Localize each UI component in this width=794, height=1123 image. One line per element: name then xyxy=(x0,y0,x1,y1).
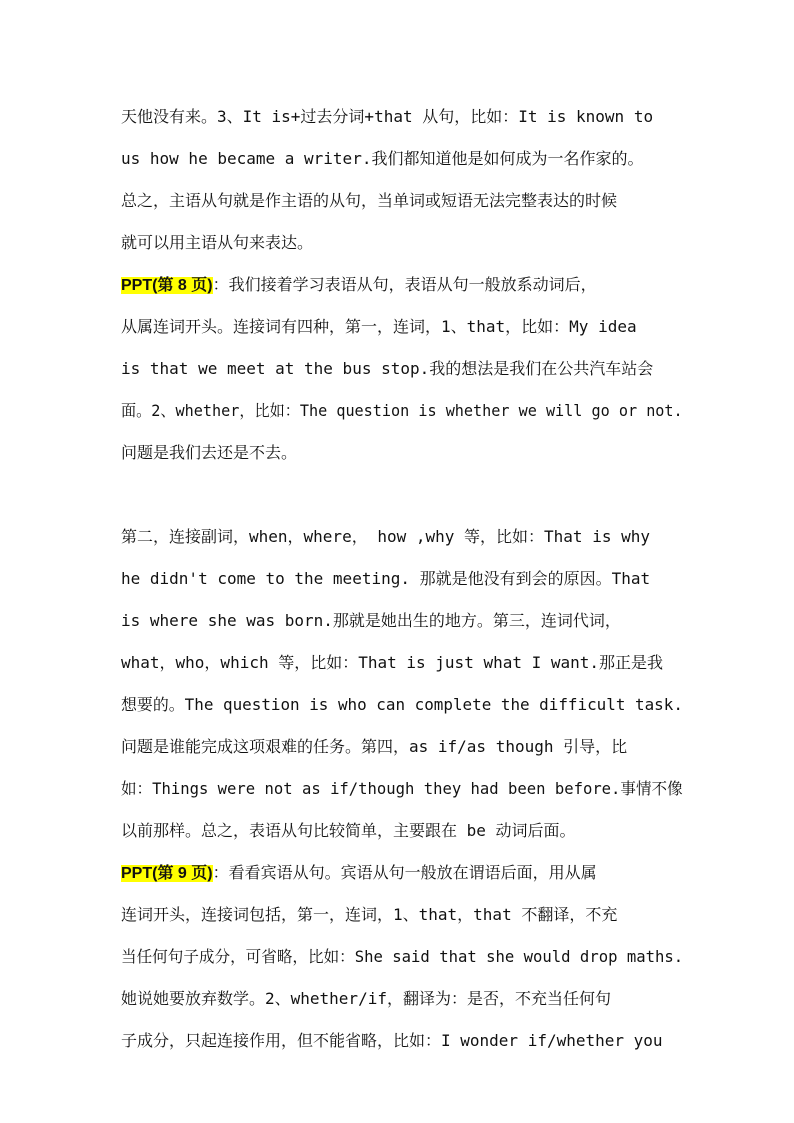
text-line: he didn't come to the meeting. 那就是他没有到会的原因。That xyxy=(121,569,651,588)
text-line: 想要的。The question is who can complete the difficult task. xyxy=(121,695,683,714)
text-segment: ：我们接着学习表语从句，表语从句一般放系动词后， xyxy=(212,275,597,294)
text-line: 总之，主语从句就是作主语的从句，当单词或短语无法完整表达的时候 xyxy=(121,191,618,210)
text-line-with-highlight xyxy=(121,271,597,299)
text-line: 就可以用主语从句来表达。 xyxy=(121,233,314,252)
text-line: 从属连词开头。连接词有四种，第一，连词，1、that，比如：My idea xyxy=(121,317,637,336)
text-line: 子成分，只起连接作用，但不能省略，比如：I wonder if/whether you xyxy=(121,1031,663,1050)
text-line: 以前那样。总之，表语从句比较简单，主要跟在 be 动词后面。 xyxy=(121,821,576,840)
text-line: 连词开头，连接词包括，第一，连词，1、that，that 不翻译，不充 xyxy=(121,905,618,924)
ppt-page-9-highlight: PPT(第 9 页) xyxy=(121,865,213,882)
ppt-page-8-highlight: PPT(第 8 页) xyxy=(121,277,213,294)
text-line: is where she was born.那就是她出生的地方。第三，连词代词， xyxy=(121,611,621,630)
text-line: 面。2、whether，比如：The question is whether we will go or not. xyxy=(121,401,683,420)
text-line: 问题是我们去还是不去。 xyxy=(121,443,298,462)
text-line: 她说她要放弃数学。2、whether/if，翻译为：是否，不充当任何句 xyxy=(121,989,611,1008)
text-line: is that we meet at the bus stop.我的想法是我们在公共汽车站会 xyxy=(121,359,654,378)
text-line-with-highlight xyxy=(121,859,597,887)
text-segment: ：看看宾语从句。宾语从句一般放在谓语后面，用从属 xyxy=(212,863,597,882)
text-line: 如：Things were not as if/though they had been before.事情不像 xyxy=(121,779,683,798)
text-line: 当任何句子成分，可省略，比如：She said that she would drop maths. xyxy=(121,947,684,966)
text-line: what，who，which 等，比如：That is just what I want.那正是我 xyxy=(121,653,664,672)
text-line: us how he became a writer.我们都知道他是如何成为一名作家的。 xyxy=(121,149,644,168)
text-line: 第二，连接副词，when，where， how ,why 等，比如：That is why xyxy=(121,527,650,546)
text-line: 天他没有来。3、It is+过去分词+that 从句，比如：It is known to xyxy=(121,107,654,126)
text-line: 问题是谁能完成这项艰难的任务。第四，as if/as though 引导，比 xyxy=(121,737,628,756)
